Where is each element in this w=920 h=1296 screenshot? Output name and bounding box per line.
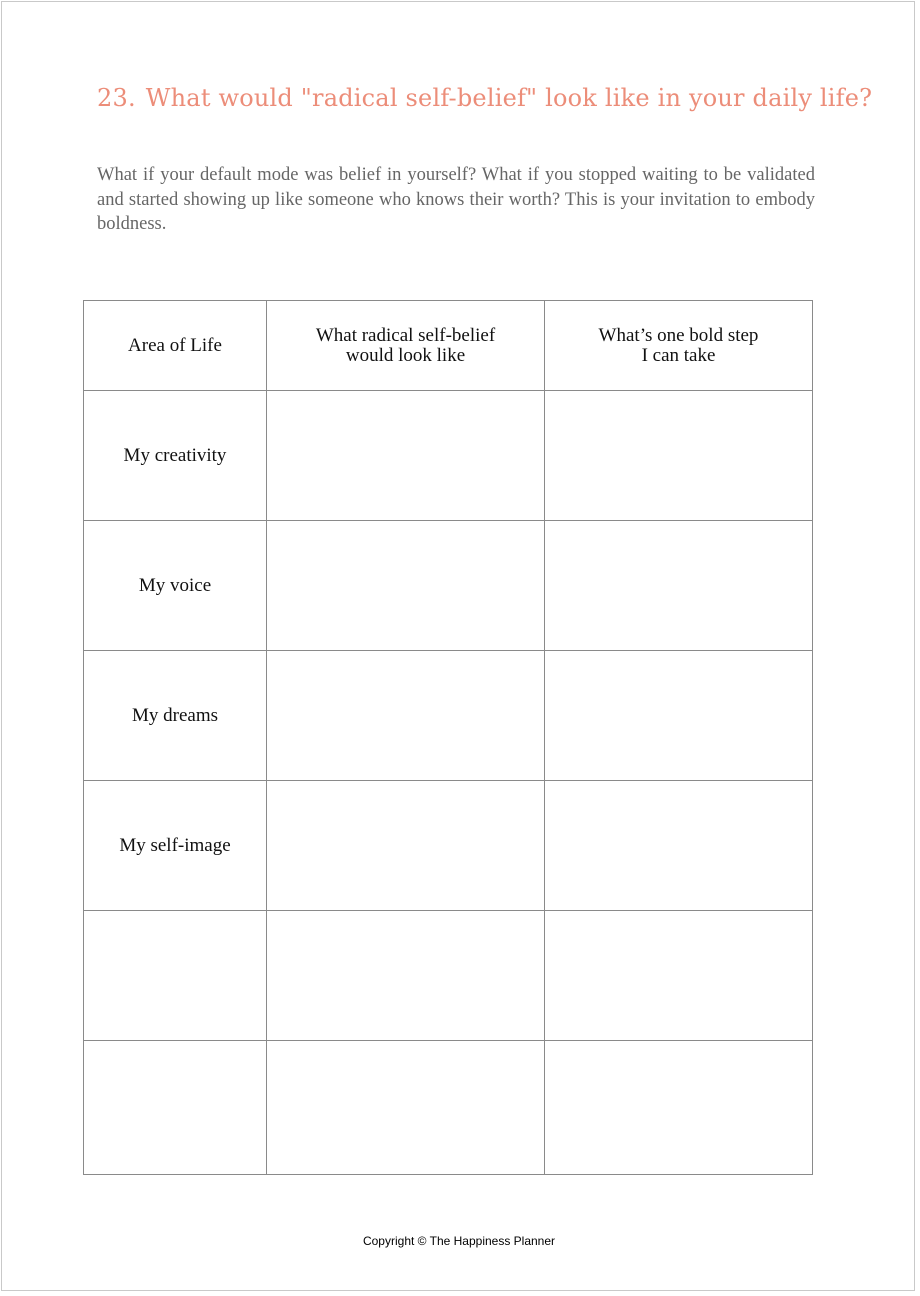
step-input-cell[interactable] [545, 391, 813, 521]
question-title [97, 84, 873, 112]
table-row [84, 391, 813, 521]
area-cell: My creativity [84, 391, 267, 521]
header-radical-self-belief [267, 301, 545, 391]
table-row [84, 521, 813, 651]
belief-input-cell[interactable] [267, 1041, 545, 1175]
header-area-of-life: Area of Life [84, 301, 267, 391]
header-step-line-2: I can take [641, 344, 716, 366]
table-header-row [84, 301, 813, 391]
area-cell[interactable] [84, 1041, 267, 1175]
header-step-line-1: What’s one bold step [598, 324, 759, 346]
question-text: What would "radical self-belief" look like in your daily life? [145, 84, 873, 112]
area-cell: My voice [84, 521, 267, 651]
header-bold-step [545, 301, 813, 391]
intro-paragraph: What if your default mode was belief in yourself? What if you stopped waiting to be validated and started showing up like someone who knows their worth? This is your invitation to embody boldness. [97, 165, 815, 234]
table-row [84, 781, 813, 911]
table-row [84, 911, 813, 1041]
belief-input-cell[interactable] [267, 651, 545, 781]
header-belief-line-2: would look like [345, 344, 466, 366]
area-cell: My dreams [84, 651, 267, 781]
table-row [84, 651, 813, 781]
step-input-cell[interactable] [545, 651, 813, 781]
belief-input-cell[interactable] [267, 391, 545, 521]
belief-input-cell[interactable] [267, 781, 545, 911]
header-belief-line-1: What radical self-belief [315, 324, 496, 346]
area-cell[interactable] [84, 911, 267, 1041]
table-row [84, 1041, 813, 1175]
step-input-cell[interactable] [545, 521, 813, 651]
step-input-cell[interactable] [545, 911, 813, 1041]
belief-input-cell[interactable] [267, 911, 545, 1041]
area-cell: My self-image [84, 781, 267, 911]
copyright-footer: Copyright © The Happiness Planner [362, 1234, 556, 1248]
belief-input-cell[interactable] [267, 521, 545, 651]
step-input-cell[interactable] [545, 1041, 813, 1175]
reflection-table [83, 300, 813, 1175]
question-number: 23. [97, 84, 136, 112]
step-input-cell[interactable] [545, 781, 813, 911]
